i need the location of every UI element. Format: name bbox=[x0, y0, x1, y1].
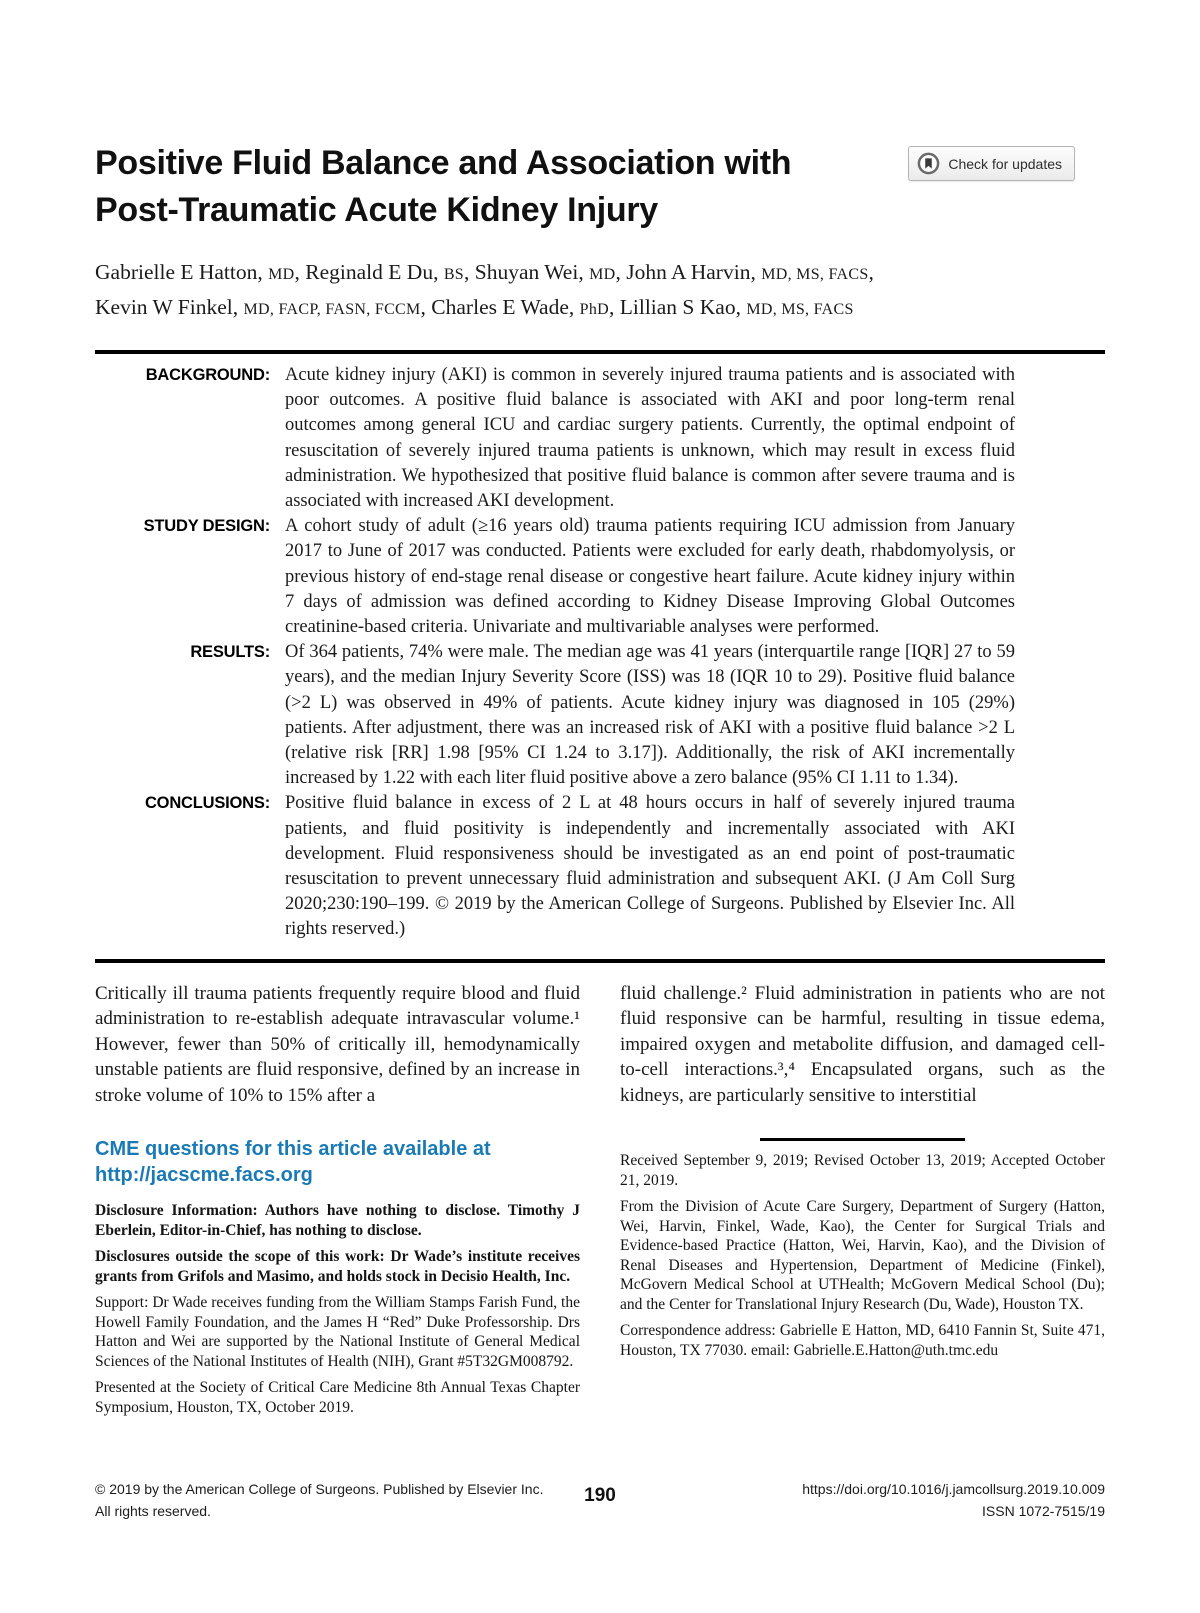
author-name: , Lillian S Kao, bbox=[608, 295, 747, 319]
abstract-label: BACKGROUND: bbox=[145, 366, 270, 384]
article-title-line-1: Positive Fluid Balance and Association with bbox=[95, 144, 792, 182]
page-number: 190 bbox=[584, 1485, 616, 1506]
received-dates-note: Received September 9, 2019; Revised October 13, 2019; Accepted October 21, 2019. bbox=[620, 1152, 1105, 1189]
check-for-updates-button[interactable] bbox=[908, 146, 1075, 181]
authors-line-2 bbox=[95, 291, 1105, 326]
cme-link[interactable]: http://jacscme.facs.org bbox=[95, 1164, 313, 1187]
abstract-row bbox=[95, 640, 1105, 791]
article-title bbox=[95, 140, 995, 234]
author-credentials: MD bbox=[268, 266, 295, 283]
doi-link[interactable]: https://doi.org/10.1016/j.jamcollsurg.2019.10.009 bbox=[802, 1481, 1105, 1497]
page-footer bbox=[95, 1478, 1105, 1522]
author-name: Kevin W Finkel, bbox=[95, 295, 244, 319]
author-name: , John A Harvin, bbox=[615, 260, 762, 284]
affiliations-note: From the Division of Acute Care Surgery, Department of Surgery (Hatton, Wei, Harvin, Finkel, Wade, Kao), the Center for Surgical Trials and Evidence-based Practice (Hatton, Wei, Harvin, Kao), and the Division of Renal Diseases and Hypertension, Department of Medicine (Finkel), McGovern Medical School at UTHealth; McGovern Medical School (Du); and the Center for Translational Injury Research (Du, Wade), Houston TX. bbox=[620, 1198, 1105, 1313]
disclosure-information-note: Disclosure Information: Authors have nothing to disclose. Timothy J Eberlein, Editor-in-Chief, has nothing to disclose. bbox=[95, 1202, 580, 1239]
crossmark-icon bbox=[917, 152, 940, 175]
authors-line-1 bbox=[95, 256, 1105, 291]
footer-right bbox=[802, 1478, 1105, 1522]
author-name: Gabrielle E Hatton, bbox=[95, 260, 269, 284]
copyright-line: © 2019 by the American College of Surgeons. Published by Elsevier Inc. bbox=[95, 1481, 544, 1497]
abstract-section bbox=[95, 350, 1105, 963]
body-columns bbox=[95, 981, 1105, 1418]
abstract-label: CONCLUSIONS: bbox=[144, 794, 270, 813]
right-column bbox=[620, 981, 1105, 1418]
author-name: , bbox=[868, 260, 874, 284]
author-name: , Charles E Wade, bbox=[420, 295, 580, 319]
abstract-label: RESULTS: bbox=[190, 643, 270, 662]
disclosures-outside-note: Disclosures outside the scope of this work: Dr Wade’s institute receives grants from Grifols and Masimo, and holds stock in Decisio Health, Inc. bbox=[95, 1248, 580, 1285]
issn-line: ISSN 1072-7515/19 bbox=[982, 1503, 1105, 1519]
title-block bbox=[95, 140, 1105, 234]
author-credentials: MD, FACP, FASN, FCCM bbox=[243, 301, 421, 318]
rights-line: All rights reserved. bbox=[95, 1503, 211, 1519]
author-credentials: MD bbox=[589, 266, 616, 283]
left-column bbox=[95, 981, 580, 1418]
author-credentials: MD, MS, FACS bbox=[761, 266, 869, 283]
correspondence-note: Correspondence address: Gabrielle E Hatton, MD, 6410 Fannin St, Suite 471, Houston, TX 77030. email: Gabrielle.E.Hatton@uth.tmc.edu bbox=[620, 1322, 1105, 1359]
abstract-text: Of 364 patients, 74% were male. The median age was 41 years (interquartile range [IQR] 27 to 59 years), and the median Injury Severity Score (ISS) was 18 (IQR 10 to 29). Positive fluid balance (>2 L) was observed in 49% of patients. Acute kidney injury was diagnosed in 105 (29%) patients. After adjustment, there was an increased risk of AKI with a positive fluid balance >2 L (relative risk [RR] 1.98 [95% CI 1.24 to 3.17]). Additionally, the risk of AKI incrementally increased by 1.22 with each liter fluid positive above a zero balance (95% CI 1.11 to 1.34). bbox=[285, 642, 1015, 789]
authors bbox=[95, 256, 1105, 326]
abstract-row bbox=[95, 791, 1105, 942]
author-name: , Reginald E Du, bbox=[294, 260, 444, 284]
abstract-text: Positive fluid balance in excess of 2 L at 48 hours occurs in half of severely injured trauma patients, and fluid positivity is independently and incrementally associated with AKI development. Fluid responsiveness should be investigated as an end point of post-traumatic resuscitation to prevent unnecessary fluid administration and subsequent AKI. (J Am Coll Surg 2020;230:190–199. © 2019 by the American College of Surgeons. Published by Elsevier Inc. All rights reserved.) bbox=[285, 793, 1015, 940]
presented-note: Presented at the Society of Critical Care Medicine 8th Annual Texas Chapter Symposium, Houston, TX, October 2019. bbox=[95, 1379, 580, 1416]
abstract-text: Acute kidney injury (AKI) is common in severely injured trauma patients and is associated with poor outcomes. A positive fluid balance is associated with AKI and poor long-term renal outcomes among general ICU and cardiac surgery patients. Currently, the optimal endpoint of resuscitation of severely injured trauma patients is unknown, which may result in excess fluid administration. We hypothesized that positive fluid balance is common after severe trauma and is associated with increased AKI development. bbox=[285, 365, 1015, 512]
abstract-row bbox=[95, 514, 1105, 640]
check-for-updates-label: Check for updates bbox=[948, 155, 1062, 172]
abstract-label: STUDY DESIGN: bbox=[143, 517, 270, 536]
cme-heading-text: CME questions for this article available at bbox=[95, 1138, 491, 1161]
author-credentials: BS bbox=[443, 266, 464, 283]
footnote-divider bbox=[760, 1138, 965, 1141]
author-credentials: PhD bbox=[579, 301, 609, 318]
cme-heading bbox=[95, 1136, 580, 1188]
abstract-text: A cohort study of adult (≥16 years old) trauma patients requiring ICU admission from January 2017 to June of 2017 was conducted. Patients were excluded for early death, rhabdomyolysis, or previous history of end-stage renal disease or congestive heart failure. Acute kidney injury within 7 days of admission was defined according to Kidney Disease Improving Global Outcomes creatinine-based criteria. Univariate and multivariable analyses were performed. bbox=[285, 516, 1015, 638]
author-name: , Shuyan Wei, bbox=[464, 260, 590, 284]
body-paragraph-left: Critically ill trauma patients frequently require blood and fluid administration to re-establish adequate intravascular volume.¹ However, fewer than 50% of critically ill, hemodynamically unstable patients are fluid responsive, defined by an increase in stroke volume of 10% to 15% after a bbox=[95, 982, 580, 1106]
abstract-row bbox=[95, 363, 1105, 514]
article-title-line-2: Post-Traumatic Acute Kidney Injury bbox=[95, 191, 658, 229]
support-note: Support: Dr Wade receives funding from the William Stamps Farish Fund, the Howell Family Foundation, and the James H “Red” Duke Professorship. Drs Hatton and Wei are supported by the National Institute of General Medical Sciences of the National Institutes of Health (NIH), Grant #5T32GM008792. bbox=[95, 1294, 580, 1370]
body-paragraph-right: fluid challenge.² Fluid administration in patients who are not fluid responsive can be harmful, resulting in tissue edema, impaired oxygen and metabolite diffusion, and damaged cell-to-cell interactions.³,⁴ Encapsulated organs, such as the kidneys, are particularly sensitive to interstitial bbox=[620, 982, 1105, 1106]
content-area bbox=[95, 0, 1105, 1417]
author-credentials: MD, MS, FACS bbox=[746, 301, 854, 318]
